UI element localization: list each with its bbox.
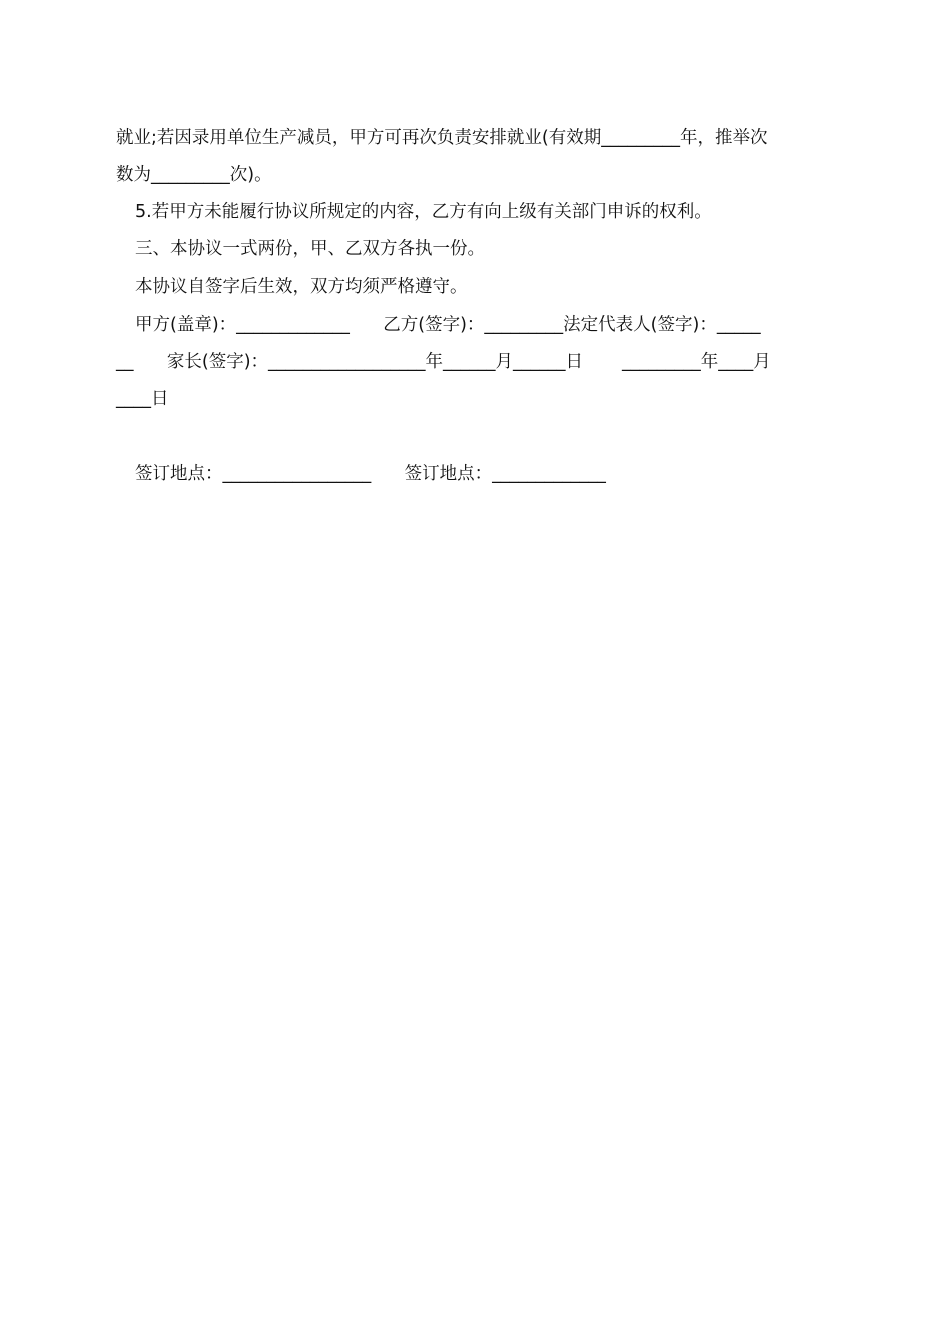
paragraph-line-1: 就业;若因录用单位生产减员，甲方可再次负责安排就业(有效期_________年，推举次 <box>116 128 768 148</box>
clause-5: 5.若甲方未能履行协议所规定的内容，乙方有向上级有关部门申诉的权利。 <box>135 202 712 222</box>
signing-location-line: 签订地点：_________________ 签订地点：_____________ <box>135 464 606 484</box>
signature-line-3: ____日 <box>116 389 169 409</box>
signature-line-1: 甲方(盖章)：_____________ 乙方(签字)：_________法定代表人(签字)：_____ <box>135 315 761 335</box>
effective-clause: 本协议自签字后生效，双方均须严格遵守。 <box>135 277 468 297</box>
paragraph-line-2: 数为_________次)。 <box>116 165 272 185</box>
signature-line-2: __ 家长(签字)：__________________年______月______日 _________年____月 <box>116 352 771 372</box>
section-three: 三、本协议一式两份，甲、乙双方各执一份。 <box>135 239 485 259</box>
